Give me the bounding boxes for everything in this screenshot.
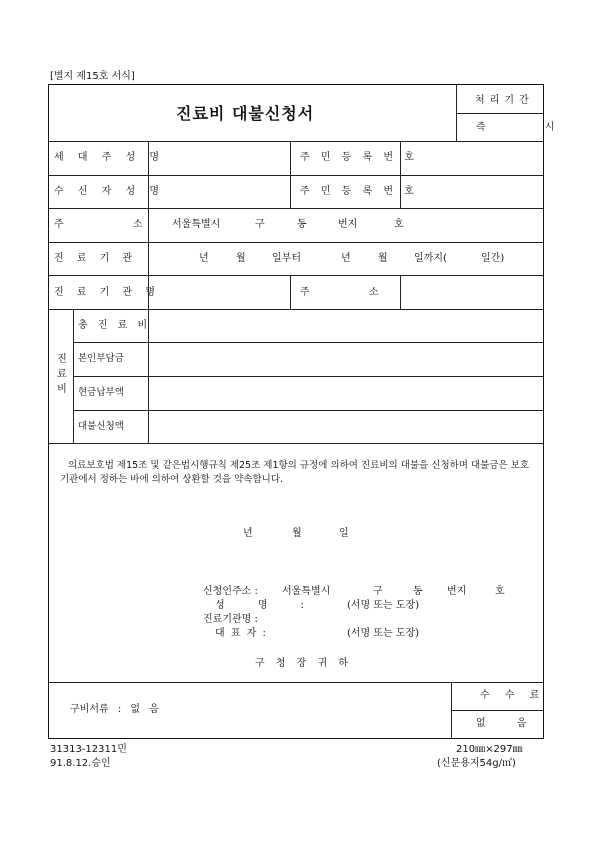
approval-date: 91.8.12.승인 xyxy=(50,758,111,769)
paper-size: 210㎜×297㎜ xyxy=(456,744,523,755)
head-name-label: 세 대 주 성 명 xyxy=(54,152,165,163)
address-gu: 구 xyxy=(255,219,265,230)
applicant-name-label: 성 명 : xyxy=(215,600,305,611)
institution-name-field-label: 진료기관명 : xyxy=(203,614,258,625)
fee-value: 없 음 xyxy=(476,718,527,729)
fee-total-label: 총 진 료 비 xyxy=(78,320,151,331)
date-year: 년 xyxy=(243,528,253,539)
head-id-label: 주 민 등 록 번 호 xyxy=(300,152,418,163)
recipient-name-label: 수 신 자 성 명 xyxy=(54,186,165,197)
row-line xyxy=(48,242,544,243)
applicant-address-dong: 동 xyxy=(413,586,423,597)
period-until: 일까지( xyxy=(414,253,447,264)
statement-text: 의료보호법 제15조 및 같은법시행규칙 제25조 제1항의 규정에 의하여 진료비의 대불을 신청하며 대불금은 보호기관에서 정하는 바에 의하여 상환할 것을 약속합니다. xyxy=(60,460,530,485)
institution-address-label: 주 소 xyxy=(300,287,379,298)
address-dong: 동 xyxy=(297,219,307,230)
period-from: 일부터 xyxy=(272,253,301,264)
addressee-line: 구 청 장 귀 하 xyxy=(255,658,349,669)
fee-cash-paid-label: 현금납부액 xyxy=(78,387,124,398)
col-line xyxy=(290,141,291,208)
paper-type: (신문용지54g/㎡) xyxy=(437,758,516,769)
address-label: 주 소 xyxy=(54,219,143,230)
row-line xyxy=(73,410,544,411)
row-line xyxy=(73,376,544,377)
form-number-tag: [별지 제15호 서식] xyxy=(50,71,135,82)
applicant-address-ho: 호 xyxy=(495,586,505,597)
col-line xyxy=(290,275,291,309)
row-line xyxy=(48,141,544,142)
row-line xyxy=(48,208,544,209)
address-bunji: 번지 xyxy=(338,219,358,230)
fee-group-label: 진 료 비 xyxy=(57,354,67,395)
row-line xyxy=(48,175,544,176)
col-line xyxy=(451,682,452,739)
processing-divider xyxy=(456,113,544,114)
period-label: 진 료 기 관 xyxy=(54,253,133,264)
row-line xyxy=(48,275,544,276)
fee-box-divider xyxy=(451,710,544,711)
row-line xyxy=(48,682,544,683)
address-ho: 호 xyxy=(394,219,404,230)
form-title: 진료비 대불신청서 xyxy=(176,104,315,123)
applicant-sign-note: (서명 또는 도장) xyxy=(347,600,420,611)
period-days: 일간) xyxy=(481,253,505,264)
recipient-id-label: 주 민 등 록 번 호 xyxy=(300,186,418,197)
row-line xyxy=(73,342,544,343)
row-line xyxy=(48,443,544,444)
form-code: 31313-12311민 xyxy=(50,744,127,755)
date-month: 월 xyxy=(292,528,302,539)
fee-label: 수 수 료 xyxy=(480,690,545,701)
period-year2: 년 xyxy=(341,253,351,264)
institution-name-label: 진 료 기 관 명 xyxy=(54,287,161,298)
processing-period-label: 처리기간 xyxy=(475,95,534,106)
applicant-address-label: 신청인주소 : xyxy=(203,586,258,597)
applicant-address-bunji: 번지 xyxy=(447,586,467,597)
row-line xyxy=(48,309,544,310)
period-month1: 월 xyxy=(236,253,246,264)
representative-label: 대 표 자 : xyxy=(215,628,266,639)
required-documents: 구비서류 : 없 음 xyxy=(70,704,159,715)
address-city: 서울특별시 xyxy=(172,219,221,230)
col-line xyxy=(400,275,401,309)
form-frame xyxy=(48,84,544,739)
date-day: 일 xyxy=(339,528,349,539)
fee-copay-label: 본인부담금 xyxy=(78,353,124,364)
period-year1: 년 xyxy=(199,253,209,264)
fee-requested-label: 대불신청액 xyxy=(78,421,124,432)
col-line xyxy=(73,309,74,443)
representative-sign-note: (서명 또는 도장) xyxy=(347,628,420,639)
applicant-address-city: 서울특별시 xyxy=(282,586,331,597)
processing-period-value: 즉 시 xyxy=(476,122,583,133)
period-month2: 월 xyxy=(378,253,388,264)
applicant-address-gu: 구 xyxy=(373,586,383,597)
